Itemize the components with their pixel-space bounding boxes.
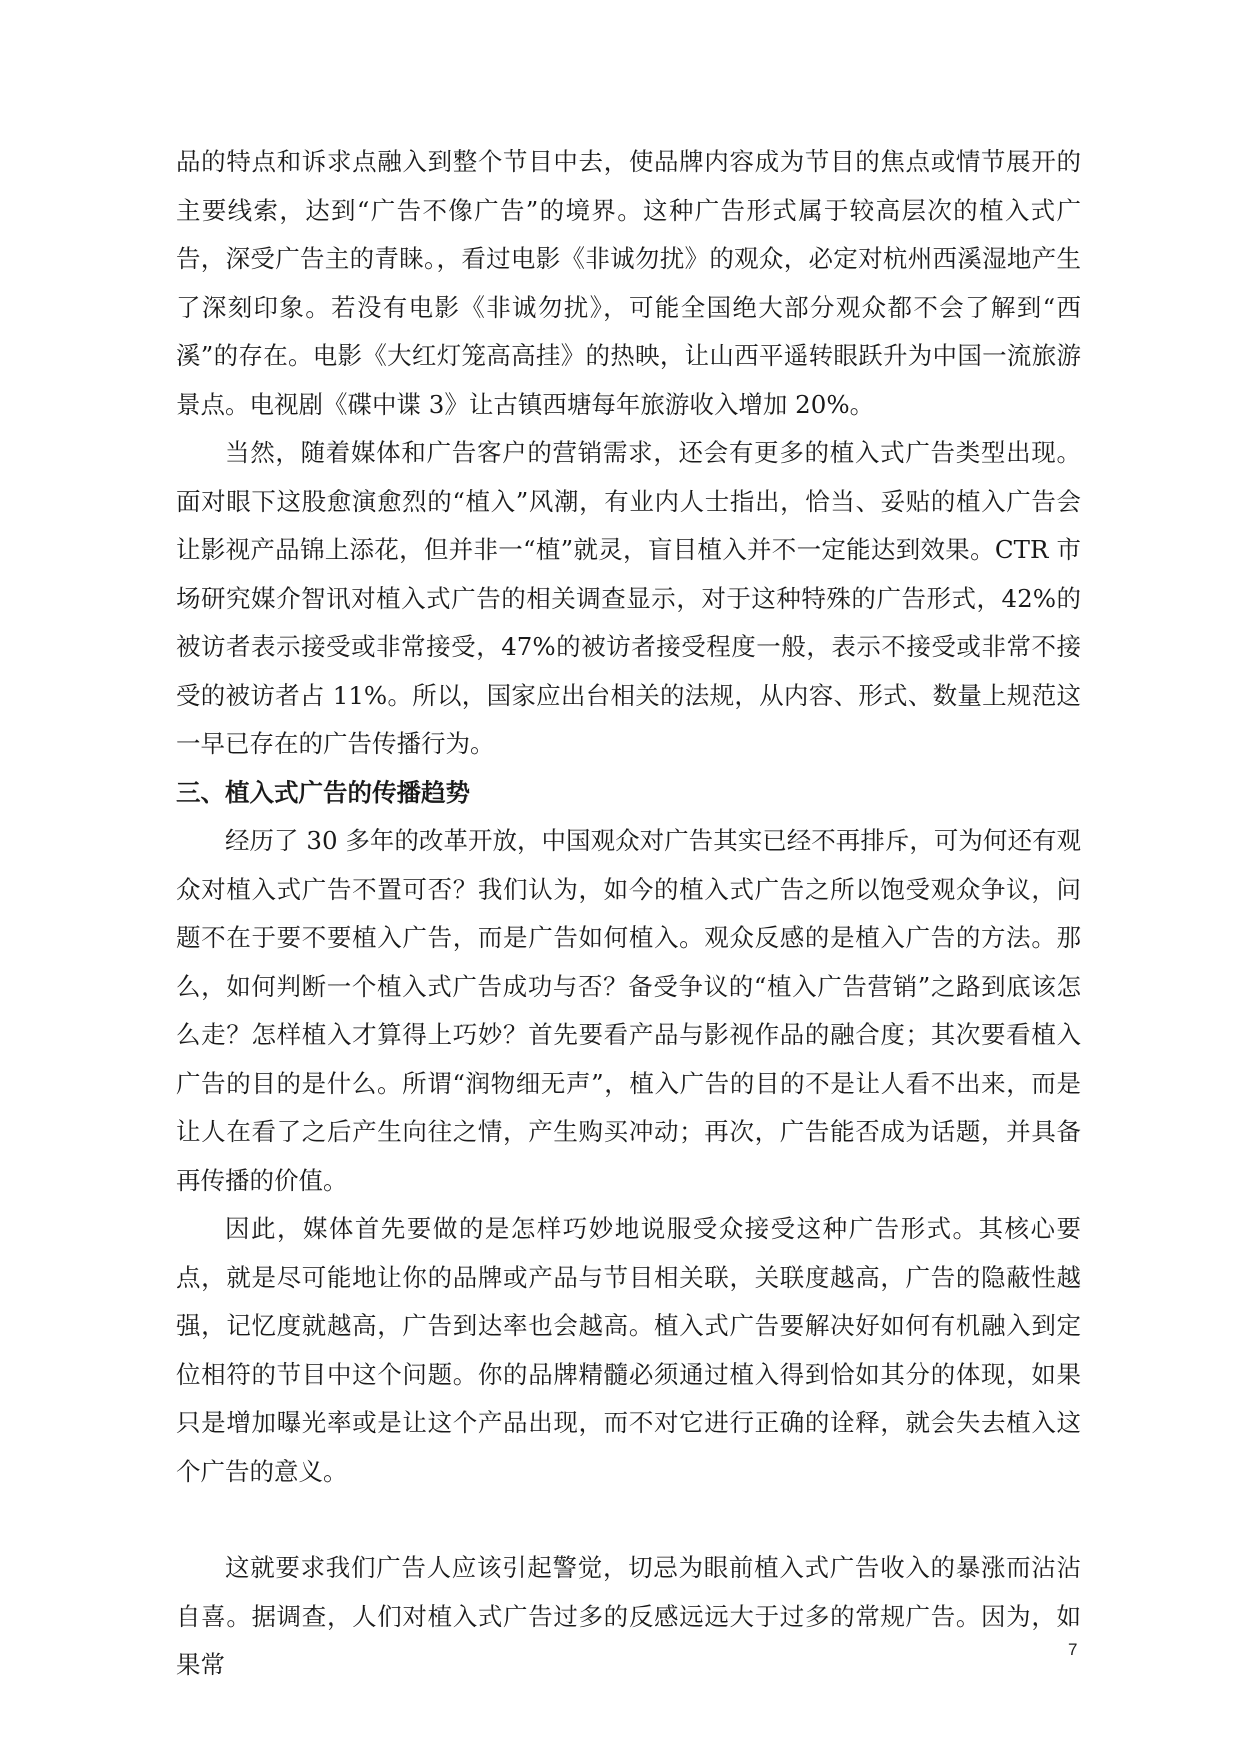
paragraph-3: 经历了 30 多年的改革开放，中国观众对广告其实已经不再排斥，可为何还有观众对植入式广告不置可否？我们认为，如今的植入式广告之所以饱受观众争议，问题不在于要不要植入广告，而是广告如何植入。观众反感的是植入广告的方法。那么，如何判断一个植入式广告成功与否？备受争议的“植入广告营销”之路到底该怎么走？怎样植入才算得上巧妙？首先要看产品与影视作品的融合度；其次要看植入广告的目的是什么。所谓“润物细无声”，植入广告的目的不是让人看不出来，而是让人在看了之后产生向往之情，产生购买冲动；再次，广告能否成为话题，并具备再传播的价值。	[176, 826, 1081, 1195]
page-number: 7	[1068, 1640, 1078, 1659]
paragraph-4: 因此，媒体首先要做的是怎样巧妙地说服受众接受这种广告形式。其核心要点，就是尽可能地让你的品牌或产品与节目相关联，关联度越高，广告的隐蔽性越强，记忆度就越高，广告到达率也会越高。植入式广告要解决好如何有机融入到定位相符的节目中这个问题。你的品牌精髓必须通过植入得到恰如其分的体现，如果只是增加曝光率或是让这个产品出现，而不对它进行正确的诠释，就会失去植入这个广告的意义。	[176, 1214, 1081, 1486]
paragraph-gap	[176, 1496, 1081, 1544]
document-body	[176, 138, 1081, 1690]
paragraph-5: 这就要求我们广告人应该引起警觉，切忌为眼前植入式广告收入的暴涨而沾沾自喜。据调查，人们对植入式广告过多的反感远远大于过多的常规广告。因为，如果常	[176, 1553, 1081, 1679]
paragraph-1: 品的特点和诉求点融入到整个节目中去，使品牌内容成为节目的焦点或情节展开的主要线索，达到“广告不像广告”的境界。这种广告形式属于较高层次的植入式广告，深受广告主的青睐。，看过电影《非诚勿扰》的观众，必定对杭州西溪湿地产生了深刻印象。若没有电影《非诚勿扰》，可能全国绝大部分观众都不会了解到“西溪”的存在。电影《大红灯笼高高挂》的热映，让山西平遥转眼跃升为中国一流旅游景点。电视剧《碟中谍 3》让古镇西塘每年旅游收入增加 20%。	[176, 147, 1081, 419]
paragraph-2: 当然，随着媒体和广告客户的营销需求，还会有更多的植入式广告类型出现。面对眼下这股愈演愈烈的“植入”风潮，有业内人士指出，恰当、妥贴的植入广告会让影视产品锦上添花，但并非一“植”就灵，盲目植入并不一定能达到效果。CTR 市场研究媒介智讯对植入式广告的相关调查显示，对于这种特殊的广告形式，42%的被访者表示接受或非常接受，47%的被访者接受程度一般，表示不接受或非常不接受的被访者占 11%。所以，国家应出台相关的法规，从内容、形式、数量上规范这一早已存在的广告传播行为。	[176, 438, 1081, 758]
section-heading: 三、植入式广告的传播趋势	[176, 777, 470, 807]
